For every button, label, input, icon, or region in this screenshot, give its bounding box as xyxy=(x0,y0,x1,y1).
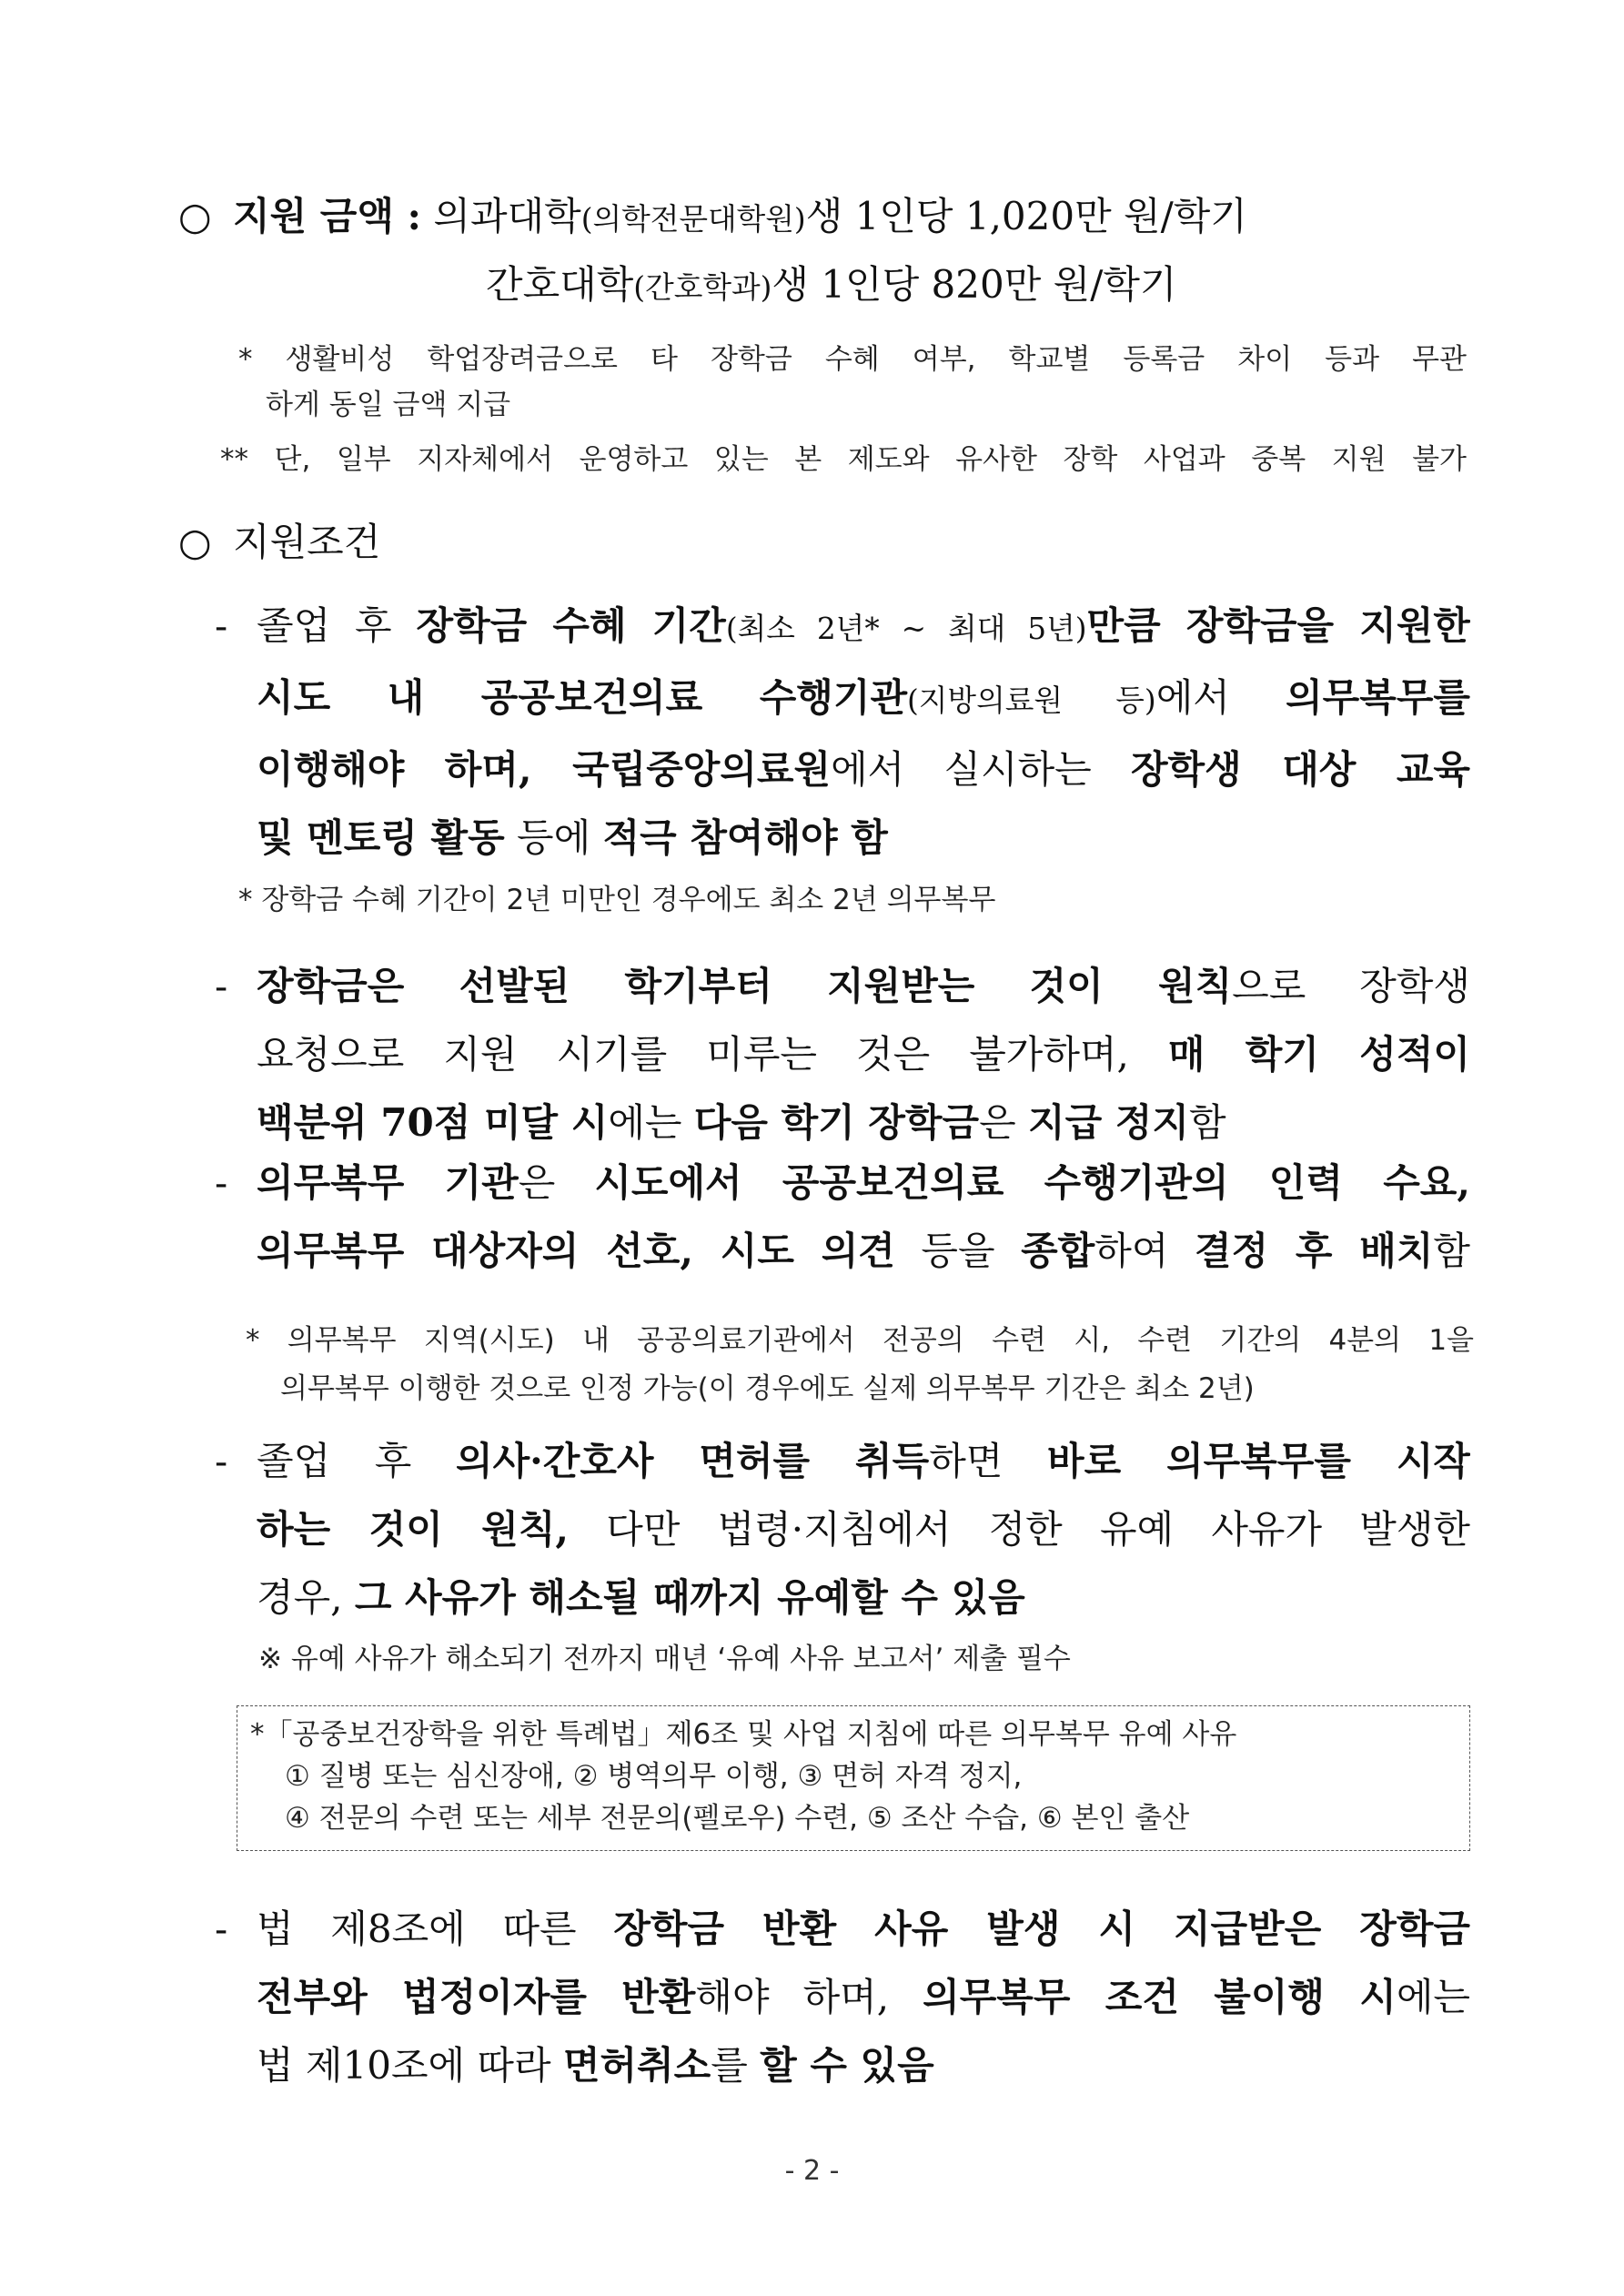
amount-label: 지원 금액 : xyxy=(233,194,422,238)
condition-item-assignment: - 의무복무 기관은 시도에서 공공보건의료 수행기관의 인력 수요, 의무복무 대상자의 선호, 시도 의견 등을 종합하여 결정 후 배치함 xyxy=(215,1148,1470,1285)
amount-line-2: 간호대학(간호학과)생 1인당 820만 원/학기 xyxy=(486,262,1177,307)
page-number: - 2 - xyxy=(784,2155,840,2187)
condition-item-deferral: - 졸업 후 의사·간호사 면허를 취득하면 바로 의무복무를 시작 하는 것이 원칙, 다만 법령·지침에서 정한 유예 사유가 발생한 경우, 그 사유가 해소될 때까지 유예할 수 있음 xyxy=(215,1427,1470,1632)
condition-item-scholarship-timing: - 장학금은 선발된 학기부터 지원받는 것이 원칙으로 장학생 요청으로 지원 시기를 미루는 것은 불가하며, 매 학기 성적이 백분위 70점 미달 시에는 다음 학기 장학금은 지급 정지함 xyxy=(215,952,1470,1157)
conditions-title: 지원조건 xyxy=(233,520,381,564)
condition-footnote: * 의무복무 지역(시도) 내 공공의료기관에서 전공의 수련 시, 수련 기간의 4분의 1을 의무복무 이행한 것으로 인정 가능(이 경우에도 실제 의무복무 기간은 최소 2년) xyxy=(246,1324,1474,1405)
amount-line-1: ○ 지원 금액 : 의과대학(의학전문대학원)생 1인당 1,020만 원/학기 xyxy=(178,184,1470,252)
dash-bullet-icon: - xyxy=(215,1439,228,1483)
dash-bullet-icon: - xyxy=(215,603,228,648)
dash-bullet-icon: - xyxy=(215,1160,228,1205)
deferral-reference-note: ※ 유예 사유가 해소되기 전까지 매년 ‘유예 사유 보고서’ 제출 필수 xyxy=(258,1643,1071,1675)
amount-footnote-2: ** 단, 일부 지자체에서 운영하고 있는 본 제도와 유사한 장학 사업과 중복 지원 불가 xyxy=(220,443,1467,476)
circle-bullet-icon: ○ xyxy=(178,520,212,564)
condition-footnote: * 장학금 수혜 기간이 2년 미만인 경우에도 최소 2년 의무복무 xyxy=(238,884,996,916)
deferral-reasons-box: *「공중보건장학을 위한 특례법」제6조 및 사업 지침에 따른 의무복무 유예 사유 ① 질병 또는 심신장애, ② 병역의무 이행, ③ 면허 자격 정지, ④ 전문의 수련 또는 세부 전문의(펠로우) 수련, ⑤ 조산 수습, ⑥ 본인 출산 xyxy=(237,1705,1470,1851)
condition-item-service: - 졸업 후 장학금 수혜 기간(최소 2년* ~ 최대 5년)만큼 장학금을 지원한 시도 내 공공보건의료 수행기관(지방의료원 등)에서 의무복무를 이행해야 하며, 국립중앙의료원에서 실시하는 장학생 대상 교육 및 멘토링 활동 등에 적극 참여해야 함 xyxy=(215,592,1470,872)
amount-section xyxy=(178,184,1470,320)
circle-bullet-icon: ○ xyxy=(178,194,212,238)
dash-bullet-icon: - xyxy=(215,1907,228,1951)
amount-footnote: * 생활비성 학업장려금으로 타 장학금 수혜 여부, 학교별 등록금 차이 등과 무관 하게 동일 금액 지급 xyxy=(238,343,1467,421)
dash-bullet-icon: - xyxy=(215,964,228,1008)
conditions-heading xyxy=(178,515,380,570)
condition-item-repayment: - 법 제8조에 따른 장학금 반환 사유 발생 시 지급받은 장학금 전부와 법정이자를 반환해야 하며, 의무복무 조건 불이행 시에는 법 제10조에 따라 면허취소를 할 수 있음 xyxy=(215,1895,1470,2099)
